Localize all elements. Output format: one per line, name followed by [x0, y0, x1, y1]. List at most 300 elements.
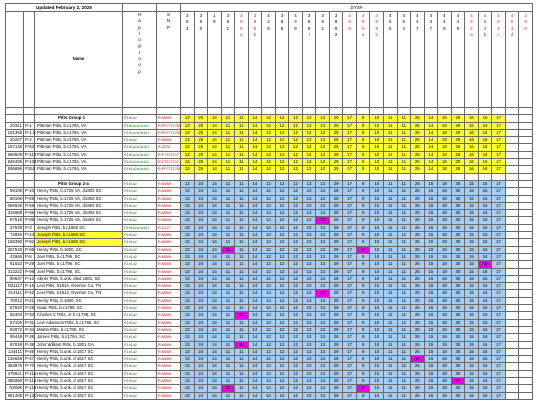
- marker-value: 24: [194, 385, 208, 392]
- marker-value: 14: [208, 246, 222, 253]
- marker-value: 14: [208, 239, 222, 246]
- marker-header: [248, 12, 262, 108]
- marker-header: [235, 12, 249, 108]
- marker-value: 14: [208, 210, 222, 217]
- marker-header: [181, 12, 195, 108]
- marker-value: 11: [235, 122, 249, 129]
- marker-value: 17: [343, 363, 357, 370]
- marker-value: 16: [478, 129, 492, 136]
- blank-cell: [302, 108, 316, 115]
- marker-value: 17: [343, 188, 357, 195]
- blank-cell: [505, 348, 519, 355]
- marker-header-char: 6: [497, 19, 500, 25]
- marker-value: 13: [316, 305, 330, 312]
- marker-value: 25: [194, 129, 208, 136]
- snp: R-M269: [157, 297, 181, 304]
- marker-value: 11: [383, 283, 397, 290]
- marker-header: [356, 12, 370, 108]
- marker-value: 11: [235, 246, 249, 253]
- marker-value: 25: [411, 129, 425, 136]
- member-row: [6, 224, 533, 231]
- marker-value: 12: [275, 334, 289, 341]
- marker-value: 15: [465, 348, 479, 355]
- marker-header-char: 0: [199, 25, 203, 31]
- marker-value: 14: [208, 129, 222, 136]
- marker-value: 14: [248, 239, 262, 246]
- marker-header-char: 4: [294, 13, 297, 18]
- marker-value: 14: [248, 210, 262, 217]
- haplogroup: R1b1a2a1a1b1: [123, 129, 157, 136]
- blank-cell: [505, 392, 519, 399]
- header-row-markers: [6, 12, 533, 108]
- marker-header-char: a: [240, 31, 243, 37]
- modal-value: 14: [208, 180, 222, 187]
- marker-value: 14: [248, 202, 262, 209]
- marker-value: 15: [424, 217, 438, 224]
- marker-value: 30: [451, 217, 465, 224]
- marker-value: 13: [316, 129, 330, 136]
- blank-cell: [505, 290, 519, 297]
- blank-cell: [519, 115, 533, 122]
- marker-value: 17: [492, 312, 506, 319]
- marker-value: 11: [383, 202, 397, 209]
- blank-cell: [519, 232, 533, 239]
- marker-value: 17: [343, 246, 357, 253]
- marker-value: 17: [492, 268, 506, 275]
- marker-value: 12: [275, 253, 289, 260]
- marker-value: 12: [262, 151, 276, 158]
- member-row: [6, 385, 533, 392]
- marker-value: 13: [181, 356, 195, 363]
- marker-value: 12: [262, 392, 276, 399]
- marker-value: 13: [181, 202, 195, 209]
- marker-value: 12: [275, 261, 289, 268]
- marker-header-char: 4: [375, 13, 378, 18]
- marker-value: 11: [383, 195, 397, 202]
- marker-value: 15: [424, 377, 438, 384]
- marker-value: 12: [289, 283, 303, 290]
- modal-value: 25: [411, 180, 425, 187]
- marker-value: 14: [208, 217, 222, 224]
- kit-number: 315688: [6, 210, 24, 217]
- marker-value: 17: [343, 377, 357, 384]
- kit-number: 42666: [6, 253, 24, 260]
- marker-value: 11: [221, 297, 235, 304]
- marker-value: 25: [411, 232, 425, 239]
- blank-cell: [505, 363, 519, 370]
- marker-value: 11: [397, 144, 411, 151]
- modal-value: 16: [478, 180, 492, 187]
- marker-value: 17: [492, 334, 506, 341]
- marker-value: 13: [302, 144, 316, 151]
- marker-value: 15: [465, 319, 479, 326]
- marker-header: [465, 12, 479, 108]
- marker-header-char: 4: [416, 13, 419, 18]
- marker-value: 9: [356, 268, 370, 275]
- blank-cell: [519, 326, 533, 333]
- marker-value: 13: [181, 326, 195, 333]
- kit-number: 87518: [6, 217, 24, 224]
- marker-value: 17: [492, 377, 506, 384]
- marker-value: 17: [343, 232, 357, 239]
- kit-number: 80637: [6, 275, 24, 282]
- marker-value: 24: [194, 188, 208, 195]
- marker-value: 13: [181, 166, 195, 173]
- marker-value: 13: [302, 253, 316, 260]
- marker-value: 29: [329, 137, 343, 144]
- marker-value: 12: [275, 246, 289, 253]
- haplogroup: R1b1a2a1a1b1: [123, 144, 157, 151]
- marker-value: 15: [465, 363, 479, 370]
- marker-value: 11: [383, 319, 397, 326]
- modal-value: 11: [235, 180, 249, 187]
- marker-value: 12: [262, 246, 276, 253]
- marker-value: 13: [316, 275, 330, 282]
- kit-number: 157148: [6, 144, 24, 151]
- marker-value: 12: [289, 253, 303, 260]
- member-row: [6, 348, 533, 355]
- ancestor-name: Pittman Pitts, b.c1794, VA: [35, 122, 123, 129]
- modal-value: 29: [329, 180, 343, 187]
- blank-cell: [519, 290, 533, 297]
- marker-value: 25: [411, 268, 425, 275]
- marker-header-char: 5: [361, 19, 365, 25]
- marker-value: 15: [465, 312, 479, 319]
- blank-cell: [6, 12, 24, 108]
- marker-value: 9: [356, 348, 370, 355]
- marker-value: 10: [370, 122, 384, 129]
- marker-value: 19: [438, 239, 452, 246]
- marker-value: 12: [289, 275, 303, 282]
- marker-header-char: 8: [348, 25, 351, 31]
- marker-value: 15: [424, 334, 438, 341]
- blank-cell: [262, 173, 276, 180]
- marker-header-char: 6: [510, 19, 514, 25]
- marker-value: 30: [451, 356, 465, 363]
- marker-value: 15: [465, 239, 479, 246]
- marker-value: 13: [181, 348, 195, 355]
- marker-value: 24: [194, 326, 208, 333]
- marker-value: 13: [316, 217, 330, 224]
- blank-cell: [302, 173, 316, 180]
- kit-number: 214111: [6, 290, 24, 297]
- blank-cell: [519, 239, 533, 246]
- marker-value: 29: [329, 377, 343, 384]
- blank-cell: [519, 202, 533, 209]
- marker-value: 25: [411, 137, 425, 144]
- marker-value: 13: [316, 319, 330, 326]
- marker-value: 12: [262, 297, 276, 304]
- marker-value: 11: [235, 341, 249, 348]
- participant-id: P-2: [24, 137, 35, 144]
- blank-cell: [194, 108, 208, 115]
- marker-value: 30: [451, 341, 465, 348]
- marker-value: 12: [262, 253, 276, 260]
- marker-value: 13: [316, 122, 330, 129]
- marker-value: 13: [316, 224, 330, 231]
- blank-cell: [505, 159, 519, 166]
- marker-value: 15: [465, 385, 479, 392]
- marker-value: 11: [383, 122, 397, 129]
- marker-value: 10: [370, 129, 384, 136]
- marker-value: 12: [262, 275, 276, 282]
- marker-value: 15: [424, 239, 438, 246]
- marker-value: 10: [370, 319, 384, 326]
- ancestor-name: Levi Pitts, b1814, Overton Co, TN: [35, 283, 123, 290]
- marker-value: 24: [194, 392, 208, 399]
- marker-value: 30: [451, 210, 465, 217]
- marker-value: 25: [411, 283, 425, 290]
- modal-value: 12: [262, 180, 276, 187]
- marker-value: 13: [181, 239, 195, 246]
- marker-value: 24: [194, 334, 208, 341]
- marker-value: 11: [235, 232, 249, 239]
- kit-number: 81632: [6, 261, 24, 268]
- marker-value: 12: [262, 283, 276, 290]
- haplogroup: R1b1a2: [123, 326, 157, 333]
- marker-value: 12: [262, 239, 276, 246]
- marker-value: 12: [275, 188, 289, 195]
- marker-value: 14: [248, 217, 262, 224]
- blank-cell: [505, 188, 519, 195]
- haplogroup: R1b1a2: [123, 363, 157, 370]
- marker-value: 11: [221, 217, 235, 224]
- marker-value: 12: [262, 224, 276, 231]
- marker-value: 12: [262, 137, 276, 144]
- marker-value: 13: [181, 305, 195, 312]
- participant-id: P-86: [25, 210, 35, 216]
- marker-value: 14: [248, 283, 262, 290]
- snp: R-M269: [157, 188, 181, 195]
- marker-value: 11: [383, 159, 397, 166]
- blank-cell: [505, 210, 519, 217]
- marker-value: 17: [343, 356, 357, 363]
- marker-value: 12: [275, 268, 289, 275]
- marker-value: 11: [383, 166, 397, 173]
- marker-value: 11: [383, 137, 397, 144]
- marker-header-char: i: [308, 31, 310, 37]
- marker-value: 29: [329, 159, 343, 166]
- marker-value: 14: [208, 159, 222, 166]
- member-row: [6, 377, 533, 384]
- haplogroup: R1b1a2: [123, 385, 157, 392]
- marker-value: 17: [343, 275, 357, 282]
- marker-value: 19: [438, 326, 452, 333]
- marker-value: 14: [208, 195, 222, 202]
- marker-value: 13: [316, 377, 330, 384]
- marker-header-char: 4: [483, 25, 487, 31]
- marker-value: 24: [194, 195, 208, 202]
- marker-value: 25: [194, 151, 208, 158]
- marker-value: 30: [451, 202, 465, 209]
- marker-value: 13: [181, 334, 195, 341]
- participant-id: P-82: [25, 239, 35, 245]
- snp: R-M269: [157, 290, 181, 297]
- blank-cell: [519, 334, 533, 341]
- marker-value: 25: [411, 363, 425, 370]
- marker-value: 25: [411, 188, 425, 195]
- marker-value: 11: [221, 144, 235, 151]
- marker-value: 16: [478, 377, 492, 384]
- marker-value: 17: [343, 297, 357, 304]
- marker-value: 16: [465, 129, 479, 136]
- blank-cell: [35, 108, 123, 115]
- marker-value: 9: [356, 188, 370, 195]
- marker-value: 11: [397, 159, 411, 166]
- blank-cell: [505, 385, 519, 392]
- marker-value: 17: [343, 195, 357, 202]
- marker-value: 14: [248, 305, 262, 312]
- ancestor-name: Henry Pitts, b.1725 VA, d1803 SC: [35, 202, 123, 209]
- snp: R-M269: [157, 268, 181, 275]
- haplogroup: R1b1a2: [123, 210, 157, 217]
- marker-value: 16: [478, 370, 492, 377]
- marker-value: 24: [194, 312, 208, 319]
- marker-value: 11: [221, 283, 235, 290]
- marker-value: 9: [356, 297, 370, 304]
- kit-number: 57640: [6, 305, 24, 312]
- participant-id: P-114: [25, 370, 37, 376]
- marker-header: [343, 12, 357, 108]
- blank-cell: [519, 356, 533, 363]
- blank-cell: [505, 253, 519, 260]
- marker-value: 30: [451, 195, 465, 202]
- marker-value: 11: [397, 122, 411, 129]
- snp: R-M269: [157, 210, 181, 217]
- participant-id: P-16: [25, 283, 35, 289]
- marker-value: 11: [383, 188, 397, 195]
- marker-value: 12: [275, 275, 289, 282]
- marker-value: 11: [221, 137, 235, 144]
- marker-value: 17: [343, 385, 357, 392]
- marker-header: [221, 12, 235, 108]
- marker-value: 16: [478, 122, 492, 129]
- marker-value: 13: [302, 246, 316, 253]
- marker-value: 12: [262, 341, 276, 348]
- marker-value: 13: [181, 283, 195, 290]
- blank-cell: [289, 108, 303, 115]
- marker-value: 9: [356, 326, 370, 333]
- marker-value: 17: [492, 363, 506, 370]
- spacer-row: [6, 173, 533, 180]
- marker-value: 13: [302, 385, 316, 392]
- marker-value: 11: [397, 334, 411, 341]
- marker-value: 9: [356, 195, 370, 202]
- marker-value: 29: [329, 261, 343, 268]
- snp: R-M269: [157, 392, 181, 399]
- marker-value: 14: [424, 159, 438, 166]
- modal-value: 13: [302, 180, 316, 187]
- marker-value: 14: [248, 348, 262, 355]
- marker-header-char: 9: [307, 25, 311, 31]
- marker-value: 9: [356, 370, 370, 377]
- marker-value: 11: [235, 261, 249, 268]
- marker-value: 15: [465, 305, 479, 312]
- marker-value: 29: [451, 159, 465, 166]
- blank-cell: [519, 275, 533, 282]
- marker-value: 14: [248, 253, 262, 260]
- marker-value: 24: [194, 261, 208, 268]
- marker-value: 11: [397, 210, 411, 217]
- marker-value: 9: [356, 275, 370, 282]
- marker-value: 14: [208, 392, 222, 399]
- snp: R-M269: [157, 239, 181, 246]
- marker-value: 14: [248, 377, 262, 384]
- blank-cell: [519, 108, 533, 115]
- blank-cell: [505, 195, 519, 202]
- blank-cell: [519, 377, 533, 384]
- marker-value: 15: [424, 305, 438, 312]
- marker-value: 25: [411, 341, 425, 348]
- marker-header: [302, 12, 316, 108]
- blank-cell: [6, 180, 24, 187]
- blank-cell: [478, 173, 492, 180]
- marker-value: 13: [302, 122, 316, 129]
- kit-number: 134411: [6, 348, 24, 355]
- marker-value: 17: [492, 283, 506, 290]
- marker-value: 25: [194, 144, 208, 151]
- marker-value: 13: [316, 283, 330, 290]
- modal-value: 30: [451, 180, 465, 187]
- marker-value: 13: [316, 137, 330, 144]
- marker-value: 30: [451, 268, 465, 275]
- marker-value: 17: [343, 151, 357, 158]
- blank-cell: [519, 217, 533, 224]
- member-row: [6, 151, 533, 158]
- modal-value: 17: [343, 180, 357, 187]
- marker-value: 12: [262, 144, 276, 151]
- marker-header-char: 5: [253, 25, 257, 31]
- marker-value: 25: [411, 348, 425, 355]
- blank-cell: [519, 305, 533, 312]
- marker-value: 17: [343, 253, 357, 260]
- marker-value: 10: [370, 283, 384, 290]
- marker-value: 14: [208, 326, 222, 333]
- marker-header-char: 4: [483, 13, 487, 18]
- marker-value: 17: [492, 159, 506, 166]
- marker-value: 19: [438, 253, 452, 260]
- marker-value: 12: [289, 370, 303, 377]
- marker-value: 17: [492, 188, 506, 195]
- blank-cell: [123, 108, 157, 115]
- marker-value: 11: [221, 326, 235, 333]
- marker-value: 11: [235, 239, 249, 246]
- kit-number: 936896: [6, 166, 24, 173]
- marker-value: 12: [275, 202, 289, 209]
- marker-value: 15: [465, 232, 479, 239]
- snp: R-M269: [157, 377, 181, 384]
- marker-header-char: 9: [375, 25, 378, 31]
- modal-value: 12: [289, 115, 303, 122]
- marker-value: 11: [397, 326, 411, 333]
- ancestor-name: Henry Pitts, b.1725 VA, d1803 SC: [35, 195, 123, 202]
- marker-value: 10: [370, 217, 384, 224]
- marker-value: 12: [262, 159, 276, 166]
- member-row: [6, 326, 533, 333]
- marker-value: 16: [478, 159, 492, 166]
- marker-value: 12: [275, 348, 289, 355]
- marker-header-char: c: [497, 31, 500, 37]
- marker-value: 13: [302, 348, 316, 355]
- haplogroup: R1b1a2: [123, 188, 157, 195]
- marker-header: [370, 12, 384, 108]
- member-row: [6, 312, 533, 319]
- marker-value: 14: [424, 129, 438, 136]
- marker-value: 29: [329, 224, 343, 231]
- snp: R-M269: [157, 202, 181, 209]
- modal-value: 12: [275, 115, 289, 122]
- snp: R-M269: [157, 370, 181, 377]
